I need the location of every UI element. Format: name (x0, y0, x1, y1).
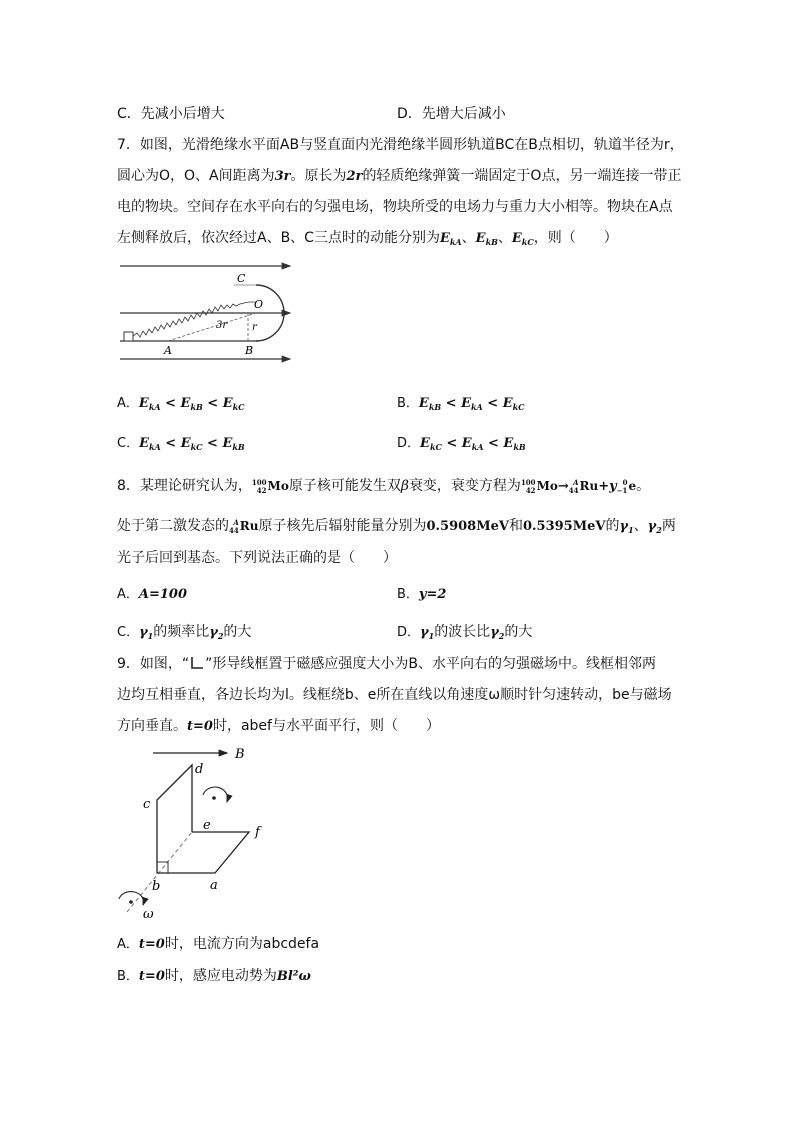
label-d: d (195, 762, 204, 777)
q9-line-1: 9．如图，“ ”形导线框置于磁感应强度大小为B、水平向右的匀强磁场中。线框相邻两 (117, 656, 657, 672)
q7-line-4: 左侧释放后，依次经过A、B、C三点时的动能分别为$E_{kA}$、$E_{kB}$、$E_{kC}$，则（ ） (117, 230, 618, 247)
ru-nuclide: A 44Ru (229, 517, 259, 535)
q9-option-a: A．t=0时，电流方向为abcdefa (117, 936, 320, 952)
q9-option-b: B．t=0时，感应电动势为Bl²ω (117, 968, 311, 984)
q9-line-2: 边均互相垂直，各边长均为l。线框绕b、e所在直线以角速度ω顺时针匀速转动，be与磁场 (117, 687, 672, 703)
q9-line-3: 方向垂直。t=0时，abef与水平面平行，则（ ） (117, 718, 440, 734)
right-angle-mark (157, 862, 168, 873)
q7-option-a: A．$E_{kA} < E_{kB} < E_{kC}$ (117, 396, 245, 412)
q8-option-b: B．y=2 (397, 587, 447, 602)
frame-shape-icon (189, 656, 205, 670)
axis-dot-top (212, 796, 216, 800)
q7-option-b: B．$E_{kB} < E_{kA} < E_{kC}$ (397, 396, 525, 412)
label-a: a (210, 878, 218, 893)
label-3r: 3r (216, 320, 228, 331)
label-o: O (254, 298, 264, 311)
q8-option-a: A．A=100 (117, 587, 188, 602)
mo-nuclide: 100 42Mo (251, 477, 289, 495)
q7-line-1: 7．如图，光滑绝缘水平面AB与竖直面内光滑绝缘半圆形轨道BC在B点相切，轨道半径为r， (117, 137, 684, 153)
equation-ru: A 44Ru (568, 477, 599, 495)
oa-dashed-line (168, 313, 256, 341)
equation-mo: 100 42Mo (520, 477, 558, 495)
q9-figure (115, 742, 285, 922)
frame-vertical-side (157, 765, 192, 873)
q8-line-3: 光子后回到基态。下列说法正确的是（ ） (117, 550, 397, 566)
label-f: f (255, 825, 260, 840)
block (124, 332, 133, 341)
q6-option-d: D．先增大后减小 (397, 106, 506, 122)
label-omega: ω (143, 907, 154, 922)
label-b: B (245, 344, 254, 357)
q6-option-c: C．先减小后增大 (117, 106, 225, 122)
label-field-b: B (235, 747, 245, 762)
q8-line-2: 处于第二激发态的 A 44Ru原子核先后辐射能量分别为0.5908MeV和0.5395MeV的$\gamma_1$、$\gamma_2$两 (117, 517, 676, 535)
q7-option-c: C．$E_{kA} < E_{kC} < E_{kB}$ (117, 436, 245, 452)
label-b: b (152, 879, 161, 894)
label-c: C (237, 272, 246, 285)
spring (133, 302, 256, 337)
label-e: e (203, 818, 211, 833)
equation-electron: y 0 −1e (609, 477, 637, 495)
q7-figure (118, 258, 298, 366)
frame-horizontal-side (157, 832, 249, 873)
q8-option-d: D．$\gamma_1$的波长比$\gamma_2$的大 (397, 624, 533, 641)
label-r: r (252, 322, 257, 333)
q7-option-d: D．$E_{kC} < E_{kA} < E_{kB}$ (397, 436, 526, 452)
rotation-arrow-top (203, 787, 228, 802)
axis-dot-bottom (129, 900, 133, 904)
q8-option-c: C．$\gamma_1$的频率比$\gamma_2$的大 (117, 624, 252, 641)
label-a: A (164, 344, 172, 357)
q7-line-3: 电的物块。空间存在水平向右的匀强电场，物块所受的电场力与重力大小相等。物块在A点 (117, 199, 673, 215)
q7-line-2: 圆心为O，O、A间距离为3r。原长为2r的轻质绝缘弹簧一端固定于O点，另一端连接一带正 (117, 168, 682, 184)
rotation-axis (127, 832, 192, 912)
label-c: c (143, 797, 151, 812)
q8-line-1: 8．某理论研究认为，100 42Mo原子核可能发生双β衰变，衰变方程为100 42Mo→ A 44Ru+y 0 −1e。 (117, 476, 650, 497)
